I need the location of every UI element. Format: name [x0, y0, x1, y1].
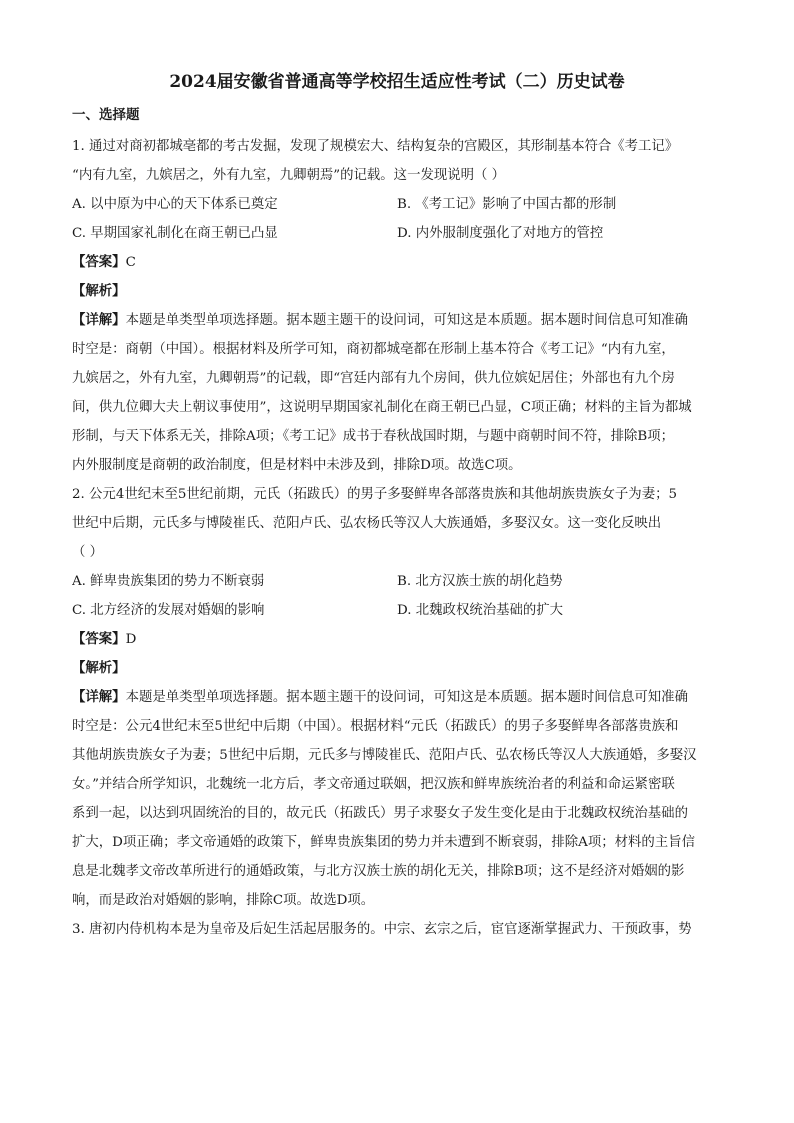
- detail-line: [72, 683, 722, 712]
- option-d: D. 北魏政权统治基础的扩大: [397, 603, 564, 618]
- question-1: [72, 132, 722, 480]
- detail-line: 系到一起，以达到巩固统治的目的，故元氏（拓跋氏）男子求娶女子发生变化是由于北魏政权统治基础的: [72, 806, 688, 821]
- answer-line: [72, 248, 722, 277]
- detail-line: 九嫔居之，外有九室，九卿朝焉”的记载，即“宫廷内部有九个房间，供九位嫔妃居住；外部也有九个房: [72, 371, 675, 386]
- detail-tag: 【详解】: [72, 312, 126, 328]
- options-grid: [72, 190, 722, 248]
- page-title: 2024届安徽省普通高等学校招生适应性考试（二）历史试卷: [169, 72, 625, 92]
- question-2: [72, 480, 722, 915]
- option-d: D. 内外服制度强化了对地方的管控: [397, 226, 604, 241]
- section-heading: 一、选择题: [72, 107, 140, 123]
- option-c: C. 北方经济的发展对婚姻的影响: [72, 603, 265, 618]
- detail-text: 本题是单类型单项选择题。据本题主题干的设问词，可知这是本质题。据本题时间信息可知准确: [125, 690, 688, 705]
- detail-line: 响，而是政治对婚姻的影响，排除C项。故选D项。: [72, 893, 375, 908]
- options-grid: [72, 567, 722, 625]
- option-b: B. 北方汉族士族的胡化趋势: [397, 574, 563, 589]
- detail-line: 形制，与天下体系无关，排除A项；《考工记》成书于春秋战国时期，与题中商朝时间不符，排除B项；: [72, 429, 674, 444]
- detail-tag: 【详解】: [72, 689, 126, 705]
- answer-line: [72, 625, 722, 654]
- analysis-label: 【解析】: [72, 283, 126, 299]
- question-stem-line: （ ）: [72, 545, 104, 560]
- option-b: B. 《考工记》影响了中国古都的形制: [397, 197, 617, 212]
- analysis-label: 【解析】: [72, 660, 126, 676]
- question-stem-line: 世纪中后期，元氏多与博陵崔氏、范阳卢氏、弘农杨氏等汉人大族通婚，多娶汉女。这一变化反映出: [72, 516, 662, 531]
- option-c: C. 早期国家礼制化在商王朝已凸显: [72, 226, 278, 241]
- detail-line: 时空是：公元4世纪末至5世纪中后期（中国）。根据材料“元氏（拓跋氏）的男子多娶鲜卑各部落贵族和: [72, 719, 679, 734]
- answer-tag: 【答案】: [72, 254, 126, 270]
- detail-line: 间，供九位卿大夫上朝议事使用”，这说明早期国家礼制化在商王朝已凸显，C项正确；材料的主旨为都城: [72, 400, 692, 415]
- detail-line: 息是北魏孝文帝改革所进行的通婚政策，与北方汉族士族的胡化无关，排除B项；这不是经济对婚姻的影: [72, 864, 685, 879]
- option-a: A. 鲜卑贵族集团的势力不断衰弱: [72, 574, 265, 589]
- question-stem-line: 1. 通过对商初都城亳都的考古发掘，发现了规模宏大、结构复杂的宫殿区，其形制基本符合《考工记》: [72, 139, 679, 154]
- detail-line: 女。”并结合所学知识，北魏统一北方后，孝文帝通过联姻，把汉族和鲜卑族统治者的利益和命运紧密联: [72, 777, 675, 792]
- question-stem-line: “内有九室，九嫔居之，外有九室，九卿朝焉”的记载。这一发现说明（ ）: [72, 168, 506, 183]
- detail-line: 扩大，D项正确；孝文帝通婚的政策下，鲜卑贵族集团的势力并未遭到不断衰弱，排除A项；材料的主旨信: [72, 835, 695, 850]
- question-3: [72, 915, 722, 944]
- detail-line: 内外服制度是商朝的政治制度，但是材料中未涉及到，排除D项。故选C项。: [72, 458, 522, 473]
- option-a: A. 以中原为中心的天下体系已奠定: [72, 197, 278, 212]
- answer-tag: 【答案】: [72, 631, 126, 647]
- detail-line: 其他胡族贵族女子为妻；5世纪中后期，元氏多与博陵崔氏、范阳卢氏、弘农杨氏等汉人大族通婚，多娶汉: [72, 748, 697, 763]
- detail-line: 时空是：商朝（中国）。根据材料及所学可知，商初都城亳都在形制上基本符合《考工记》“内有九室，: [72, 342, 675, 357]
- detail-text: 本题是单类型单项选择题。据本题主题干的设问词，可知这是本质题。据本题时间信息可知准确: [125, 313, 688, 328]
- detail-line: [72, 306, 722, 335]
- answer-value: D: [125, 632, 137, 647]
- question-stem-line: 3. 唐初内侍机构本是为皇帝及后妃生活起居服务的。中宗、玄宗之后，宦官逐渐掌握武力、干预政事，势: [72, 922, 692, 937]
- question-stem-line: 2. 公元4世纪末至5世纪前期，元氏（拓跋氏）的男子多娶鲜卑各部落贵族和其他胡族贵族女子为妻；5: [72, 487, 677, 502]
- answer-value: C: [125, 255, 136, 270]
